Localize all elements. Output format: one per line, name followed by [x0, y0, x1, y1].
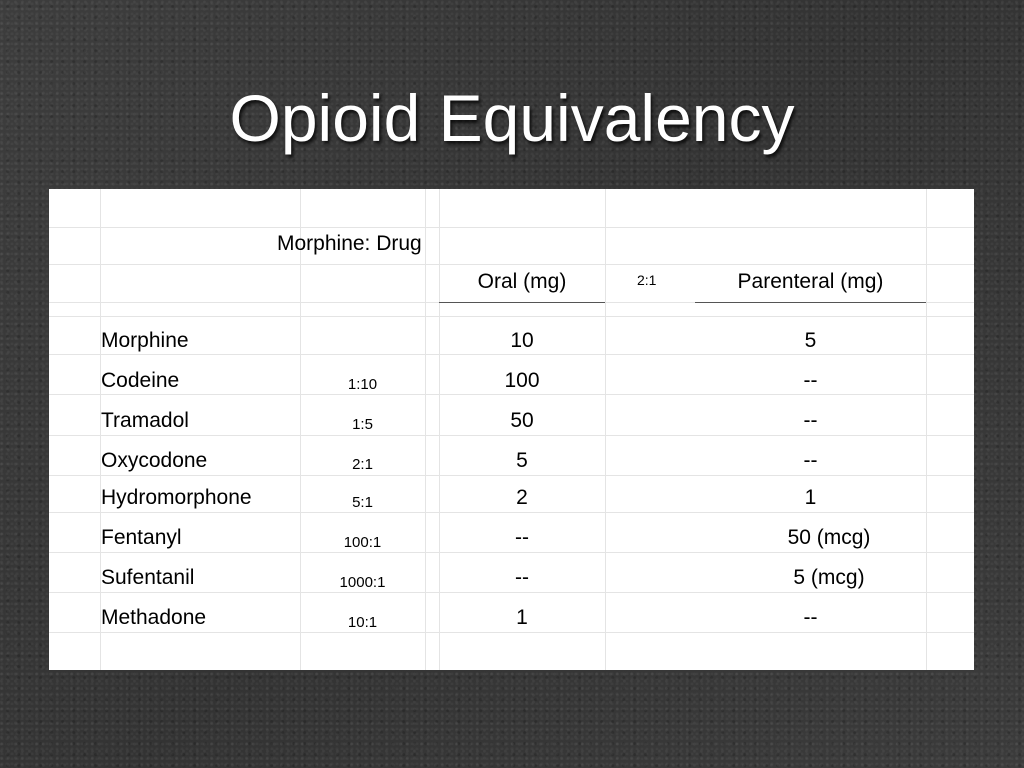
gridline — [49, 227, 974, 228]
drug-name: Sufentanil — [101, 566, 195, 589]
drug-name: Hydromorphone — [101, 486, 252, 509]
gridline — [49, 475, 974, 476]
potency-ratio: 1000:1 — [339, 574, 386, 591]
oral-dose: 2 — [516, 486, 528, 509]
parenteral-dose: -- — [803, 369, 818, 392]
parenteral-dose: -- — [803, 449, 818, 472]
column-header-oral: Oral (mg) — [477, 270, 567, 293]
gridline — [49, 354, 974, 355]
gridline — [49, 435, 974, 436]
parenteral-dose: -- — [803, 409, 818, 432]
gridline — [605, 189, 606, 670]
potency-ratio: 1:5 — [352, 416, 373, 433]
parenteral-dose: 5 — [804, 329, 817, 352]
header-underline-oral — [439, 302, 605, 303]
gridline — [425, 189, 426, 670]
oral-dose: 100 — [504, 369, 540, 392]
gridline — [49, 552, 974, 553]
parenteral-dose: -- — [803, 606, 818, 629]
potency-ratio: 100:1 — [343, 534, 382, 551]
header-underline-parenteral — [695, 302, 926, 303]
potency-ratio: 10:1 — [347, 614, 378, 631]
oral-dose: 5 — [516, 449, 528, 472]
gridline — [49, 264, 974, 265]
slide-title: Opioid Equivalency — [229, 81, 795, 155]
drug-name: Morphine — [101, 329, 189, 352]
potency-ratio: 1:10 — [347, 376, 378, 393]
gridline — [49, 512, 974, 513]
oral-dose: -- — [515, 526, 529, 549]
drug-name: Codeine — [101, 369, 180, 392]
gridline — [49, 632, 974, 633]
potency-ratio: 2:1 — [352, 456, 373, 473]
oral-dose: 1 — [516, 606, 528, 629]
opioid-equivalency-table — [49, 189, 974, 670]
gridline — [926, 189, 927, 670]
gridline — [49, 394, 974, 395]
parenteral-dose: 50 (mcg) — [787, 526, 871, 549]
potency-ratio: 5:1 — [352, 494, 373, 511]
oral-dose: -- — [515, 566, 529, 589]
drug-name: Methadone — [101, 606, 207, 629]
gridline — [49, 592, 974, 593]
column-header-parenteral: Parenteral (mg) — [737, 270, 884, 293]
parenteral-dose: 5 (mcg) — [793, 566, 865, 589]
parenteral-dose: 1 — [804, 486, 817, 509]
drug-name: Fentanyl — [101, 526, 182, 549]
drug-name: Oxycodone — [101, 449, 208, 472]
gridline — [49, 316, 974, 317]
drug-name: Tramadol — [101, 409, 189, 432]
oral-dose: 10 — [510, 329, 534, 352]
header-group-label: Morphine: Drug — [277, 232, 422, 255]
oral-dose: 50 — [510, 409, 534, 432]
column-ratio-note: 2:1 — [637, 272, 657, 288]
